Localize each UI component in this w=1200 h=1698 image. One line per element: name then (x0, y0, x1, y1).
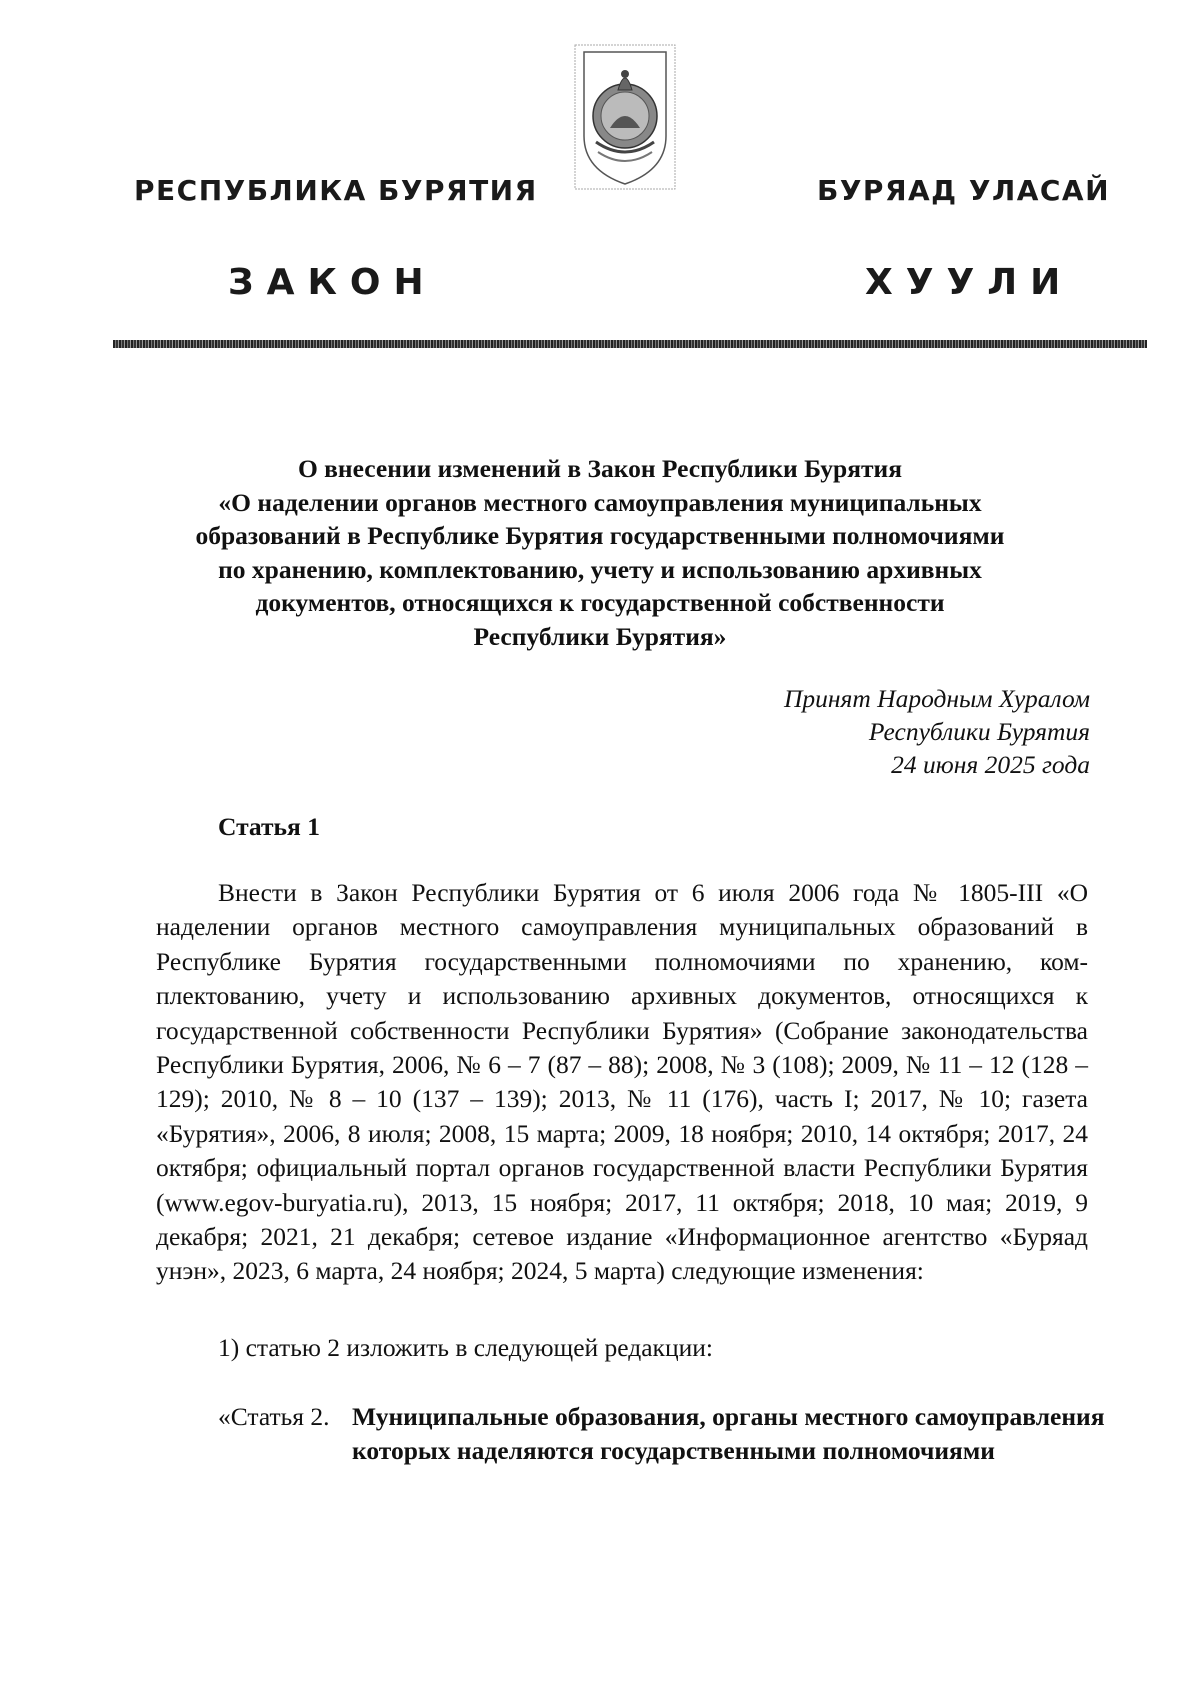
header-divider (113, 340, 1147, 348)
law-title (100, 452, 1100, 653)
article-1-heading: Статья 1 (218, 812, 320, 841)
title-line: «О наделении органов местного самоуправления муниципальных (218, 487, 982, 517)
adoption-line: Принят Народным Хуралом (783, 684, 1090, 713)
law-label-ru: ЗАКОН (228, 262, 437, 303)
article-2-title: Муниципальные образования, органы местного самоуправления которых наделяются государственными полномочиями (352, 1402, 1105, 1465)
title-line: документов, относящихся к государственной собственности (255, 588, 945, 617)
law-label-bua: ХУУЛИ (865, 262, 1074, 303)
republic-name-ru: РЕСПУБЛИКА БУРЯТИЯ (134, 174, 538, 207)
republic-name-bua: БУРЯАД УЛАСАЙ (817, 174, 1111, 207)
article-2-prefix: «Статья 2. (218, 1402, 330, 1431)
title-line: Республики Бурятия» (473, 621, 727, 651)
article-1-text: Внести в Закон Республики Бурятия от 6 июля 2006 года № 1805-III «О наделении органов местного самоуправления муниципальных образований в Республике Бурятия государственными полномочиями по хранению, комплектованию, учету и использованию архивных документов, относящихся к государственной собственности Республики Бурятия» (Собрание законодательства Республики Бурятия, 2006, № 6 – 7 (87 – 88); 2008, № 3 (108); 2009, № 11 – 12 (128 – 129); 2010, № 8 – 10 (137 – 139); 2013, № 11 (176), часть I; 2017, № 10; газета «Бурятия», 2006, 8 июля; 2008, 15 марта; 2009, 18 ноября; 2010, 14 октября; 2017, 24 октября; официальный портал органов государственной власти Республики Бурятия (www.egov-buryatia.ru), 2013, 15 ноября; 2017, 11 октября; 2018, 10 мая; 2019, 9 декабря; 2021, 21 декабря; сетевое издание «Информационное агентство «Буряад унэн», 2023, 6 марта, 24 ноября; 2024, 5 марта) следующие изменения: (156, 878, 1088, 1286)
title-line: О внесении изменений в Закон Республики Бурятия (297, 454, 903, 483)
adoption-note (784, 682, 1090, 781)
adoption-line: Республики Бурятия (868, 717, 1090, 746)
title-line: образований в Республике Бурятия государственными полномочиями (195, 521, 1005, 550)
title-line: по хранению, комплектованию, учету и использованию архивных (218, 554, 982, 584)
amendment-item-1: 1) статью 2 изложить в следующей редакции: (218, 1333, 713, 1362)
adoption-date: 24 июня 2025 года (891, 750, 1090, 779)
coat-of-arms-icon (574, 44, 676, 190)
